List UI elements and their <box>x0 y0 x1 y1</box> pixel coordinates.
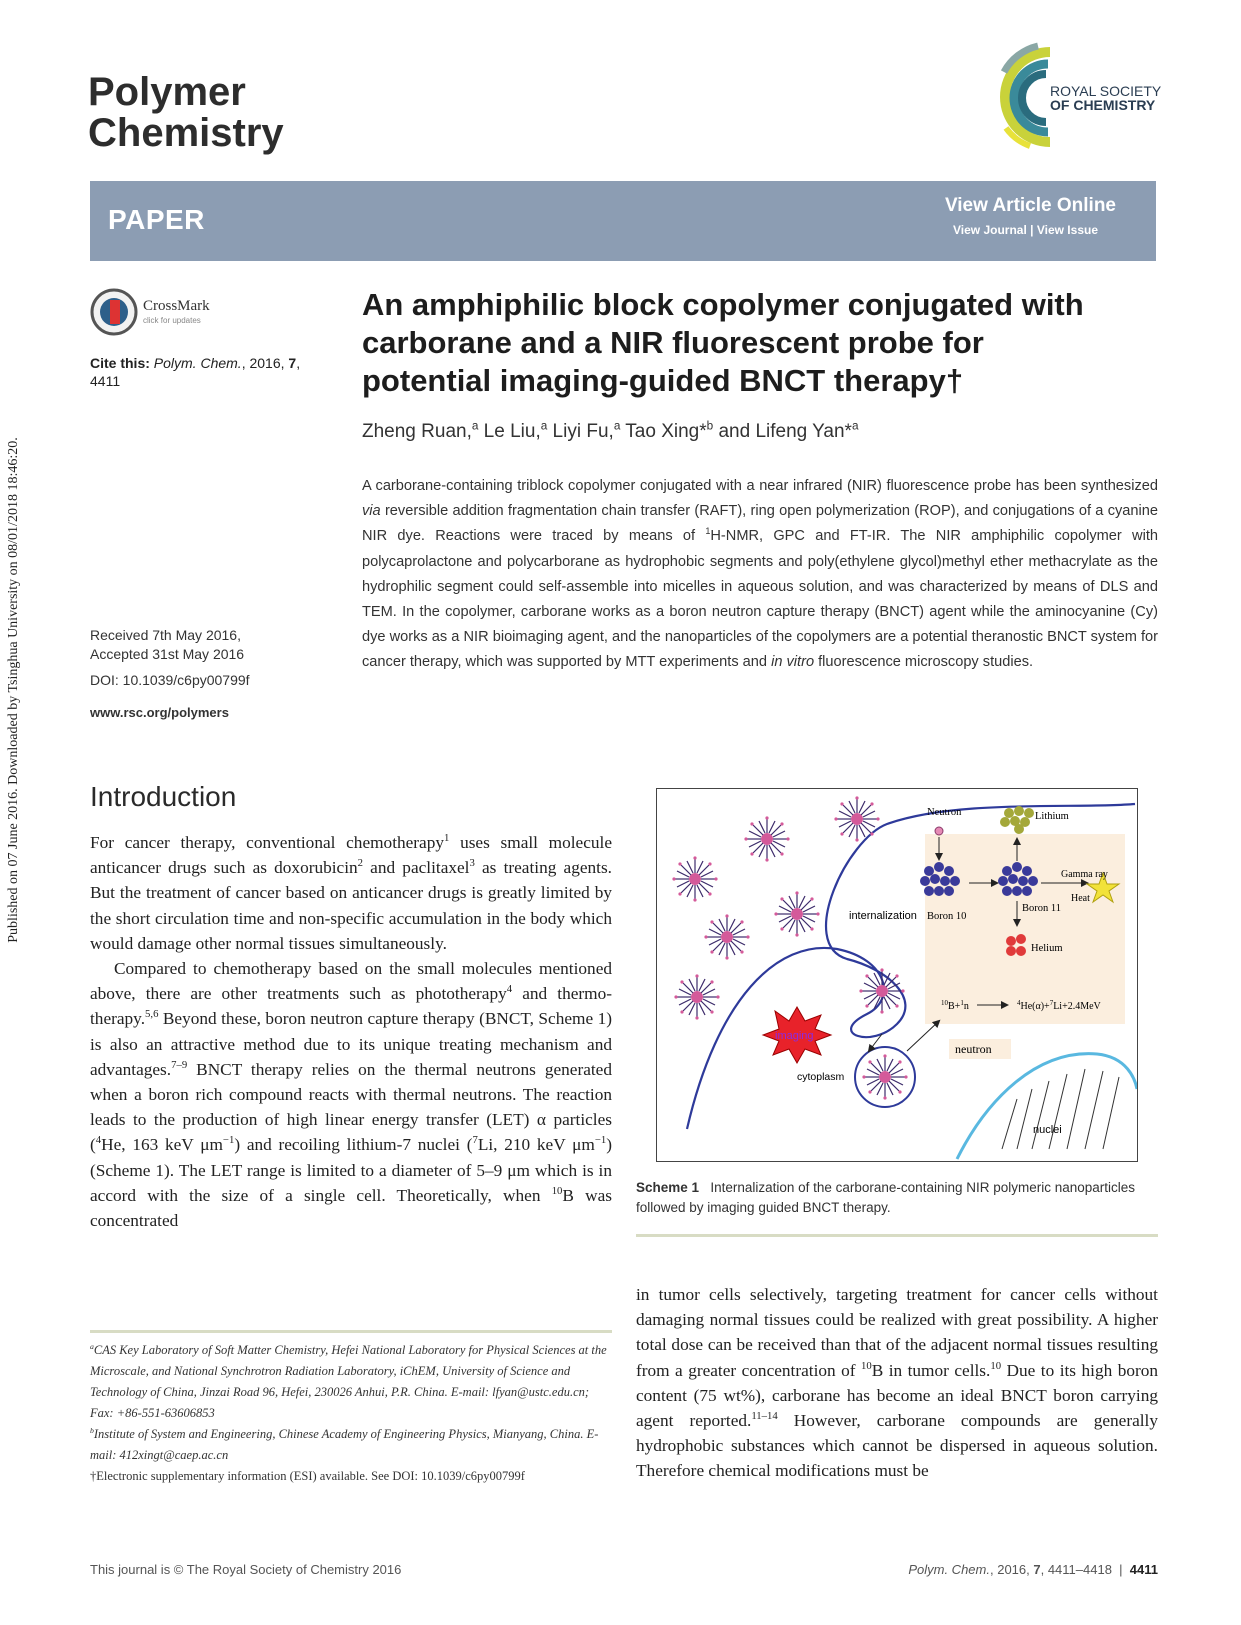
author-list <box>362 421 859 443</box>
rsc-logo-line2: OF CHEMISTRY <box>1050 97 1156 113</box>
label-gamma-ray: Gamma ray <box>1061 869 1108 880</box>
article-type: PAPER <box>108 204 205 235</box>
author-name: Liyi Fu, <box>547 421 614 442</box>
label-helium: Helium <box>1031 943 1063 954</box>
author-affiliation: a <box>540 419 548 433</box>
cite-journal: Polym. Chem. <box>153 355 242 371</box>
view-issue-link[interactable]: View Issue <box>1036 223 1098 237</box>
label-lithium: Lithium <box>1035 811 1069 822</box>
label-cytoplasm: cytoplasm <box>797 1071 845 1083</box>
label-imaging: imaging <box>775 1030 814 1042</box>
intro-right-column: in tumor cells selectively, targeting treatment for cancer cells without damaging normal tissues could be realized with great possibility. A higher total dose can be received than that of the adjacent normal tissues resulting from a greater concentration of $^{10}$B in tumor cells.$^{10}$ Due to its high boron content (75 wt%), carborane has become an ideal BNCT boron carrying agent reported.$^{11-14}$ However, carborane compounds are generally hydrophobic substances which cannot be dispersed in aqueous solution. Therefore chemical modifications must be <box>636 1285 1159 1481</box>
intro-paragraph-1: For cancer therapy, conventional chemotherapy$^1$ uses small molecule anticancer drugs such as doxorubicin$^2$ and paclitaxel$^3$ as treating agents. But the treatment of cancer based on anticancer drugs is greatly limited by the short circulation time and non-specific accumulation in the body which would damage other normal tissues simultaneously. <box>90 832 612 953</box>
banner-separator: | <box>1030 223 1034 237</box>
cite-this <box>90 354 330 390</box>
accepted-date: Accepted 31st May 2016 <box>90 646 245 662</box>
author-name: Le Liu, <box>478 421 541 442</box>
doi[interactable]: DOI: 10.1039/c6py00799f <box>90 672 250 688</box>
journal-title <box>88 72 284 154</box>
received-dates <box>90 626 244 664</box>
cite-sep: , <box>296 355 301 371</box>
author-affiliation: a <box>851 419 859 433</box>
scheme-figure <box>656 788 1138 1162</box>
label-nuclei: nuclei <box>1033 1124 1062 1136</box>
cite-label: Cite this: <box>90 355 150 371</box>
caption-rule <box>636 1234 1158 1237</box>
label-boron10: Boron 10 <box>927 911 967 922</box>
view-article-online-link[interactable]: View Article Online <box>944 195 1116 216</box>
scheme-caption-label: Scheme 1 <box>636 1180 700 1195</box>
view-journal-link[interactable]: View Journal <box>952 223 1027 237</box>
footnote-b: $^b$Institute of System and Engineering, Chinese Academy of Engineering Physics, Mianyang, China. E-mail: 412xingt@caep.ac.cn <box>90 1425 599 1462</box>
page-number: 4411 <box>1129 1562 1158 1577</box>
rsc-logo-line1: ROYAL SOCIETY <box>1050 83 1162 99</box>
cite-page: 4411 <box>90 373 121 389</box>
reaction-left: $^{10}$B+$^1$n <box>941 999 969 1012</box>
scheme-caption <box>636 1178 1161 1218</box>
label-neutron-top: Neutron <box>927 807 962 818</box>
rsc-logo-text <box>1050 84 1161 112</box>
section-heading-introduction: Introduction <box>90 781 237 812</box>
footnote-a: $^a$CAS Key Laboratory of Soft Matter Chemistry, Hefei National Laboratory for Physical Sciences at the Microscale, and National Synchrotron Radiation Laboratory, iChEM, University of Science and Technology of China, Jinzai Road 96, Hefei, 230026 Anhui, P.R. China. E-mail: lfyan@ustc.edu.cn; Fax: +86-551-63606853 <box>90 1341 607 1420</box>
reaction-panel <box>925 834 1125 1024</box>
author-name: Tao Xing* <box>620 421 707 442</box>
banner-links <box>953 223 1098 237</box>
author-affiliation: b <box>706 419 714 433</box>
scheme-caption-text: Internalization of the carborane-containing NIR polymeric nanoparticles followed by imaging guided BNCT therapy. <box>636 1180 1136 1215</box>
journal-title-line1: Polymer <box>88 70 246 114</box>
reaction-right: $^4$He(α)+$^7$Li+2.4MeV <box>1017 999 1101 1012</box>
scheme-diagram <box>657 789 1137 1161</box>
author-name: Zheng Ruan, <box>362 421 472 442</box>
author-name: and Lifeng Yan* <box>713 421 852 442</box>
footnote-esi: †Electronic supplementary information (ESI) available. See DOI: 10.1039/c6py00799f <box>90 1469 525 1483</box>
author-affiliation: a <box>471 419 479 433</box>
journal-title-line2: Chemistry <box>88 111 284 155</box>
author-affiliation: a <box>613 419 621 433</box>
download-stamp <box>4 430 24 950</box>
cite-year: , 2016, <box>241 355 289 371</box>
footnote-rule <box>90 1330 612 1333</box>
title-line3: potential imaging-guided BNCT therapy† <box>362 363 964 398</box>
journal-url[interactable]: www.rsc.org/polymers <box>90 705 229 720</box>
label-heat: Heat <box>1071 893 1090 904</box>
download-stamp-text: Published on 07 June 2016. Downloaded by Tsinghua University on 08/01/2018 18:46:20. <box>6 437 21 943</box>
footer-copyright: This journal is © The Royal Society of Chemistry 2016 <box>90 1562 402 1577</box>
title-line2: carborane and a NIR fluorescent probe for <box>362 325 984 360</box>
footnotes <box>90 1340 612 1487</box>
footer-citation: Polym. Chem., 2016, 7, 4411–4418 | 4411 <box>908 1562 1158 1577</box>
label-boron11: Boron 11 <box>1022 903 1061 914</box>
cite-volume: 7 <box>288 355 297 371</box>
intro-left-column <box>90 830 612 1233</box>
title-line1: An amphiphilic block copolymer conjugated with <box>362 287 1084 322</box>
label-internalization: internalization <box>849 910 917 922</box>
received-date: Received 7th May 2016, <box>90 627 241 643</box>
intro-paragraph-2: Compared to chemotherapy based on the small molecules mentioned above, there are other treatments such as phototherapy$^4$ and thermo-therapy.$^{5,6}$ Beyond these, boron neutron capture therapy (BNCT, Scheme 1) is also an attractive method due to its unique treating mechanism and advantages.$^{7-9}$ BNCT therapy relies on the thermal neutrons generated when a boron rich compound reacts with thermal neutrons. The reaction leads to the production of high linear energy transfer (LET) α particles ($^4$He, 163 keV $\mu m^{-1}$) and recoiling lithium-7 nuclei ($^7$Li, 210 keV $\mu m^{-1}$) (Scheme 1). The LET range is limited to a diameter of 5–9 μm which is in accord with the size of a single cell. Theoretically, when $^{10}$B was concentrated <box>90 959 613 1231</box>
label-neutron: neutron <box>955 1042 992 1056</box>
paper-title <box>362 286 1162 400</box>
crossmark-label[interactable]: CrossMark <box>143 298 210 314</box>
paper-banner <box>90 181 1156 261</box>
abstract: A carborane-containing triblock copolymer conjugated with a near infrared (NIR) fluorescence probe has been synthesized via reversible addition fragmentation chain transfer (RAFT), ring open polymerization (ROP), and conjugations of a cyanine NIR dye. Reactions were traced by means of $^1$H-NMR, GPC and FT-IR. The NIR amphiphilic copolymer with polycaprolactone and polycarborane as hydrophobic segments and poly(ethylene glycol)methyl ether methacrylate as the hydrophilic segment could self-assemble into micelles in aqueous solution, and was characterized by means of DLS and TEM. In the copolymer, carborane works as a boron neutron capture therapy (BNCT) agent while the aminocyanine (Cy) dye works as a NIR bioimaging agent, and the nanoparticles of the copolymers are a potential theranostic BNCT system for cancer therapy, which was supported by MTT experiments and in vitro fluorescence microscopy studies. <box>362 478 1158 671</box>
crossmark-sub[interactable]: click for updates <box>143 316 201 325</box>
